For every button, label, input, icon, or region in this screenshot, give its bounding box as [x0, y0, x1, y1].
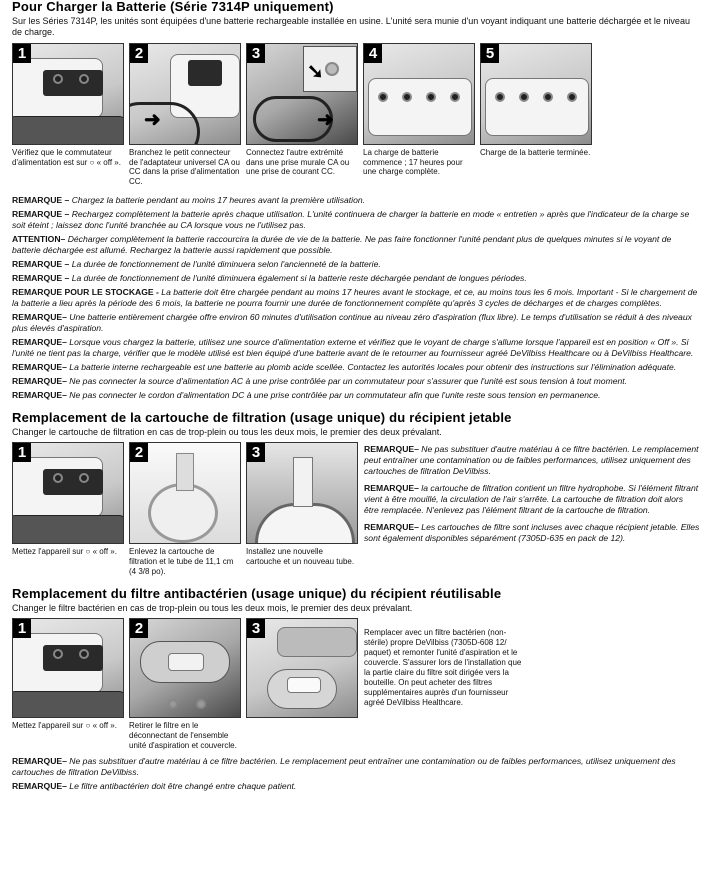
cartridge-step-3 — [246, 442, 358, 576]
antibacterial-section — [12, 587, 700, 793]
arrow-icon: ➘ — [307, 60, 324, 83]
charge-steps — [12, 43, 700, 187]
antibacterial-steps — [12, 618, 358, 750]
suction-unit-illustration — [277, 627, 357, 657]
antibacterial-notes — [12, 756, 700, 792]
device-base-illustration — [12, 515, 124, 544]
control-panel-illustration — [188, 60, 222, 86]
antibacterial-step-2-caption: Retirer le filtre en le déconnectant de l'ensemble unité d'aspiration et couvercle. — [129, 721, 237, 750]
note-label: REMARQUE – — [12, 258, 70, 269]
antibacterial-step-2 — [129, 618, 241, 750]
indicator-light-icon — [567, 92, 577, 102]
cartridge-step-2 — [129, 442, 241, 576]
antibacterial-step-3-photo — [246, 618, 358, 718]
note-text: Ne pas substituer d'autre matériau à ce filtre bactérien. Le remplacement peut entraîner une contamination ou de faibles performances, utilisez uniquement des cartouches de filtration DeVilbiss. — [12, 756, 676, 778]
cartridge-step-1-caption: Mettez l'appareil sur ○ « off ». — [12, 547, 117, 557]
step-number: 3 — [247, 44, 265, 63]
note — [12, 287, 700, 309]
note — [12, 362, 700, 373]
indicator-panel-illustration — [485, 78, 589, 136]
antibacterial-step-1-caption: Mettez l'appareil sur ○ « off ». — [12, 721, 117, 731]
note-text: La durée de fonctionnement de l'unité diminuera également si la batterie reste déchargée pendant de longues périodes. — [69, 272, 527, 283]
note-label: REMARQUE– — [364, 483, 419, 494]
outlet-socket-icon — [325, 62, 339, 76]
note-label: REMARQUE– — [12, 336, 67, 347]
canister-lid-illustration — [255, 503, 355, 544]
antibacterial-step-1-photo — [12, 618, 124, 718]
indicator-panel-illustration — [368, 78, 472, 136]
switch-knob-icon — [53, 74, 63, 84]
charge-notes — [12, 195, 700, 401]
step-number: 1 — [13, 44, 31, 63]
charge-step-4 — [363, 43, 475, 187]
control-panel-illustration — [43, 469, 103, 495]
cartridge-step-2-photo — [129, 442, 241, 544]
cartridge-notes — [364, 442, 700, 576]
note — [12, 337, 700, 359]
note — [12, 195, 700, 206]
note-text: Lorsque vous chargez la batterie, utilisez une source d'alimentation externe et vérifiez que le voyant de charge s'allume lorsque l'appareil est en position « Off ». Si l'unité ne tient pas la charge, vérifier que le modèle utilisé est bien équipé d'une batterie avant de le retourner au fournisseur agréé DeVilbiss Healthcare ou à DeVilbiss Healthcare. — [12, 336, 694, 358]
charge-section — [12, 0, 700, 401]
canister-port-icon — [168, 699, 178, 709]
cartridge-step-3-caption: Installez une nouvelle cartouche et un nouveau tube. — [246, 547, 355, 567]
charge-step-5 — [480, 43, 592, 187]
step-number: 2 — [130, 443, 148, 462]
step-number: 4 — [364, 44, 382, 63]
note-text: Ne pas connecter la source d'alimentation AC à une prise contrôlée par un commutateur pour s'assurer que l'unité est sous tension à tout moment. — [66, 375, 628, 386]
charge-step-1-caption: Vérifiez que le commutateur d'alimentation est sur ○ « off ». — [12, 147, 121, 167]
antibacterial-step-2-photo — [129, 618, 241, 718]
antibacterial-row — [12, 618, 700, 750]
cartridge-step-1 — [12, 442, 124, 576]
antibacterial-side-text: Remplacer avec un filtre bactérien (non-stérile) propre DeVilbiss (7305D-608 12/ paquet) et remonter l'unité d'aspiration et le couvercle. S'assurer lors de l'installation que la partie claire du filtre soit dirigée vers la bouteille. On peut acheter des filtres supplémentaires auprès d'un fournisseur agréé DeVilbiss Healthcare. — [364, 628, 522, 708]
antibacterial-title: Remplacement du filtre antibactérien (usage unique) du récipient réutilisable — [12, 585, 502, 601]
note-text: La batterie interne rechargeable est une batterie au plomb acide scellée. Contactez les autorités locales pour obtenir des instructions sur l'élimination adéquate. — [66, 361, 677, 372]
device-base-illustration — [12, 691, 124, 718]
note — [12, 234, 700, 256]
note-text: La durée de fonctionnement de l'unité diminuera selon l'ancienneté de la batterie. — [69, 258, 381, 269]
note-text: la cartouche de filtration contient un filtre hydrophobe. Si l'élément filtrant vient à être mouillé, la circulation de l'air s'arrête. La cartouche de filtration doit alors être remplacée. N'enlevez pas l'élément filtrant de la cartouche de filtration. — [364, 483, 699, 516]
charge-step-3-photo — [246, 43, 358, 145]
note-text: Ne pas connecter le cordon d'alimentation DC à une prise contrôlée par un commutateur afin que l'unite reste sous tension en permanence. — [66, 389, 601, 400]
note-text: Ne pas substituer d'autre matériau à ce filtre bactérien. Le remplacement peut entraîner une contamination ou de faibles performances, utilisez uniquement des cartouches de filtration DeVilbiss. — [364, 444, 699, 477]
cartridge-step-3-photo — [246, 442, 358, 544]
filter-cartridge-illustration — [148, 483, 218, 543]
antibacterial-step-1 — [12, 618, 124, 750]
indicator-light-icon — [426, 92, 436, 102]
step-number: 3 — [247, 443, 265, 462]
new-bacteria-filter-illustration — [287, 677, 321, 693]
charge-step-3 — [246, 43, 358, 187]
cartridge-step-2-caption: Enlevez la cartouche de filtration et le tube de 11,1 cm (4 3/8 po). — [129, 547, 234, 576]
note-label: REMARQUE– — [12, 311, 67, 322]
antibacterial-step-3 — [246, 618, 358, 750]
charge-step-2 — [129, 43, 241, 187]
charge-intro: Sur les Séries 7314P, les unités sont équipées d'une batterie rechargeable installée en usine. L'unité sera munie d'un voyant indiquant une batterie déchargée et le niveau de charge. — [12, 15, 690, 38]
note — [12, 209, 700, 231]
canister-port-icon — [196, 699, 206, 709]
note-label: REMARQUE – — [12, 272, 70, 283]
note-text: Une batterie entièrement chargée offre environ 60 minutes d'utilisation continue au niveau zéro d'aspiration (flux libre). Le temps d'utilisation se réduit à des niveaux plus élevés d'aspiration. — [12, 311, 692, 333]
charge-step-5-photo — [480, 43, 592, 145]
charge-step-5-caption: Charge de la batterie terminée. — [480, 147, 591, 157]
note — [12, 259, 700, 270]
note-label: REMARQUE– — [12, 361, 67, 372]
charge-step-1 — [12, 43, 124, 187]
cartridge-section — [12, 411, 700, 577]
note-label: REMARQUE– — [364, 444, 419, 455]
note-label: REMARQUE – — [12, 208, 70, 219]
arrow-right-icon: ➜ — [317, 108, 334, 131]
note-label: REMARQUE POUR LE STOCKAGE - — [12, 286, 159, 297]
power-cord-illustration — [129, 102, 200, 145]
step-number: 3 — [247, 619, 265, 638]
control-panel-illustration — [43, 70, 103, 96]
step-number: 1 — [13, 619, 31, 638]
step-number: 1 — [13, 443, 31, 462]
arrow-right-icon: ➜ — [144, 108, 161, 131]
charge-step-2-caption: Branchez le petit connecteur de l'adaptateur universel CA ou CC dans la prise d'alimentation CC. — [129, 147, 240, 187]
cartridge-tube-illustration — [293, 457, 313, 507]
note-label: REMARQUE– — [12, 756, 67, 767]
cartridge-title: Remplacement de la cartouche de filtration (usage unique) du récipient jetable — [12, 409, 512, 425]
note — [364, 522, 700, 544]
indicator-light-icon — [378, 92, 388, 102]
charge-step-3-caption: Connectez l'autre extrémité dans une prise murale CA ou une prise de courant CC. — [246, 147, 350, 177]
note-label: REMARQUE– — [364, 522, 419, 533]
step-number: 5 — [481, 44, 499, 63]
switch-knob-icon — [79, 74, 89, 84]
cartridge-intro: Changer le cartouche de filtration en cas de trop-plein ou tous les deux mois, le premier des deux prévalant. — [12, 426, 442, 437]
note — [12, 390, 700, 401]
note — [12, 756, 700, 778]
note-label: REMARQUE– — [12, 781, 67, 792]
note-text: Décharger complètement la batterie raccourcira la durée de vie de la batterie. Ne pas faire fonctionner l'unité pendant plus de quelques minutes si le voyant de batterie déchargée est allumé. Rechargez la batterie aussi rapidement que possible. — [12, 233, 672, 255]
note-label: REMARQUE – — [12, 194, 70, 205]
charge-step-4-caption: La charge de batterie commence ; 17 heures pour une charge complète. — [363, 147, 463, 177]
note — [12, 273, 700, 284]
note — [364, 483, 700, 516]
note-text: La batterie doit être chargée pendant au moins 17 heures avant le stockage, et ce, au moins tous les 6 mois. Important - Si le chargement de la batterie a lieu après la période des 6 mois, la batterie ne pourra fournir une durée de fonctionnement complète qu'après 3 cycles de décharges et de charges complètes. — [12, 286, 698, 308]
charge-step-2-photo — [129, 43, 241, 145]
device-base-illustration — [12, 116, 124, 145]
cartridge-row — [12, 442, 700, 576]
note — [12, 781, 700, 792]
indicator-light-icon — [450, 92, 460, 102]
step-number: 2 — [130, 619, 148, 638]
note-text: Les cartouches de filtre sont incluses avec chaque récipient jetable. Elles sont également disponibles séparément (7305D-635 en pack de 12). — [364, 522, 700, 544]
cartridge-step-1-photo — [12, 442, 124, 544]
cartridge-steps — [12, 442, 358, 576]
charge-step-4-photo — [363, 43, 475, 145]
note-text: Rechargez complètement la batterie après chaque utilisation. L'unité continuera de charger la batterie en mode « entretien » après que l'indicateur de la charge se soit éteint ; laissez donc l'unité branchée au CA lorsque vous ne l'utilisez pas. — [12, 208, 690, 230]
note — [364, 444, 700, 477]
bacteria-filter-illustration — [168, 653, 204, 671]
indicator-light-icon — [543, 92, 553, 102]
note-text: Le filtre antibactérien doit être changé entre chaque patient. — [66, 781, 297, 792]
tube-illustration — [176, 453, 194, 491]
charge-step-1-photo — [12, 43, 124, 145]
indicator-light-icon — [519, 92, 529, 102]
indicator-light-icon — [402, 92, 412, 102]
note-text: Chargez la batterie pendant au moins 17 heures avant la première utilisation. — [69, 194, 366, 205]
charge-title: Pour Charger la Batterie (Série 7314P uniquement) — [12, 0, 334, 14]
step-number: 2 — [130, 44, 148, 63]
indicator-light-icon — [495, 92, 505, 102]
control-panel-illustration — [43, 645, 103, 671]
note — [12, 376, 700, 387]
antibacterial-intro: Changer le filtre bactérien en cas de trop-plein ou tous les deux mois, le premier des deux prévalant. — [12, 602, 413, 613]
note — [12, 312, 700, 334]
note-label: ATTENTION– — [12, 233, 66, 244]
note-label: REMARQUE– — [12, 389, 67, 400]
note-label: REMARQUE– — [12, 375, 67, 386]
